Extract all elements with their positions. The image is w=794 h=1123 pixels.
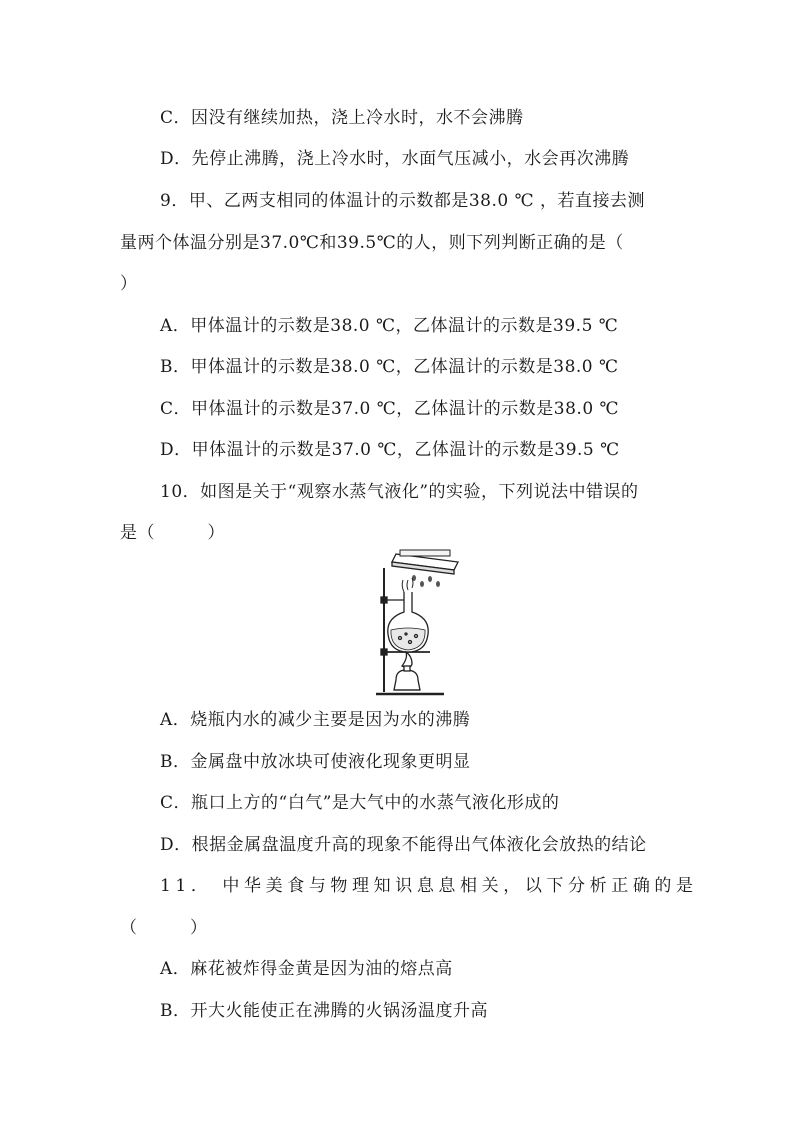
metal-plate-icon <box>392 550 458 574</box>
q9-option-c: C．甲体温计的示数是37.0 ℃，乙体温计的示数是38.0 ℃ <box>160 399 620 419</box>
q9-stem-line3: ） <box>120 274 138 294</box>
q11-stem-line2: （ ） <box>120 918 208 938</box>
q11-option-a: A．麻花被炸得金黄是因为油的熔点高 <box>160 959 453 979</box>
q11-option-b: B．开大火能使正在沸腾的火锅汤温度升高 <box>160 1001 488 1021</box>
flask-icon <box>388 592 428 652</box>
q10-option-c: C．瓶口上方的“白气”是大气中的水蒸气液化形成的 <box>160 793 560 813</box>
q8-option-d: D．先停止沸腾，浇上冷水时，水面气压减小，水会再次沸腾 <box>160 149 630 169</box>
q9-stem-line1: 9．甲、乙两支相同的体温计的示数都是38.0 ℃ ，若直接去测 <box>160 191 645 211</box>
q10-option-a: A．烧瓶内水的减少主要是因为水的沸腾 <box>160 710 471 730</box>
q10-option-b: B．金属盘中放冰块可使液化现象更明显 <box>160 752 471 772</box>
q9-stem-line2: 量两个体温分别是37.0℃和39.5℃的人，则下列判断正确的是（ <box>120 233 624 253</box>
q10-stem-line1: 10．如图是关于“观察水蒸气液化”的实验，下列说法中错误的 <box>160 482 639 502</box>
q10-stem-line2: 是（ ） <box>120 523 225 543</box>
liquefaction-apparatus-figure <box>370 548 466 700</box>
q9-option-a: A．甲体温计的示数是38.0 ℃，乙体温计的示数是39.5 ℃ <box>160 316 619 336</box>
q8-option-c: C．因没有继续加热，浇上冷水时，水不会沸腾 <box>160 108 524 128</box>
water-droplets-icon <box>412 575 440 587</box>
q9-option-d: D．甲体温计的示数是37.0 ℃，乙体温计的示数是39.5 ℃ <box>160 440 620 460</box>
steam-icon <box>402 578 413 592</box>
alcohol-lamp-icon <box>394 652 420 690</box>
q11-stem-line1: 11． 中华美食与物理知识息息相关，以下分析正确的是 <box>160 876 698 896</box>
q9-option-b: B．甲体温计的示数是38.0 ℃，乙体温计的示数是38.0 ℃ <box>160 357 619 377</box>
q10-option-d: D．根据金属盘温度升高的现象不能得出气体液化会放热的结论 <box>160 835 647 855</box>
